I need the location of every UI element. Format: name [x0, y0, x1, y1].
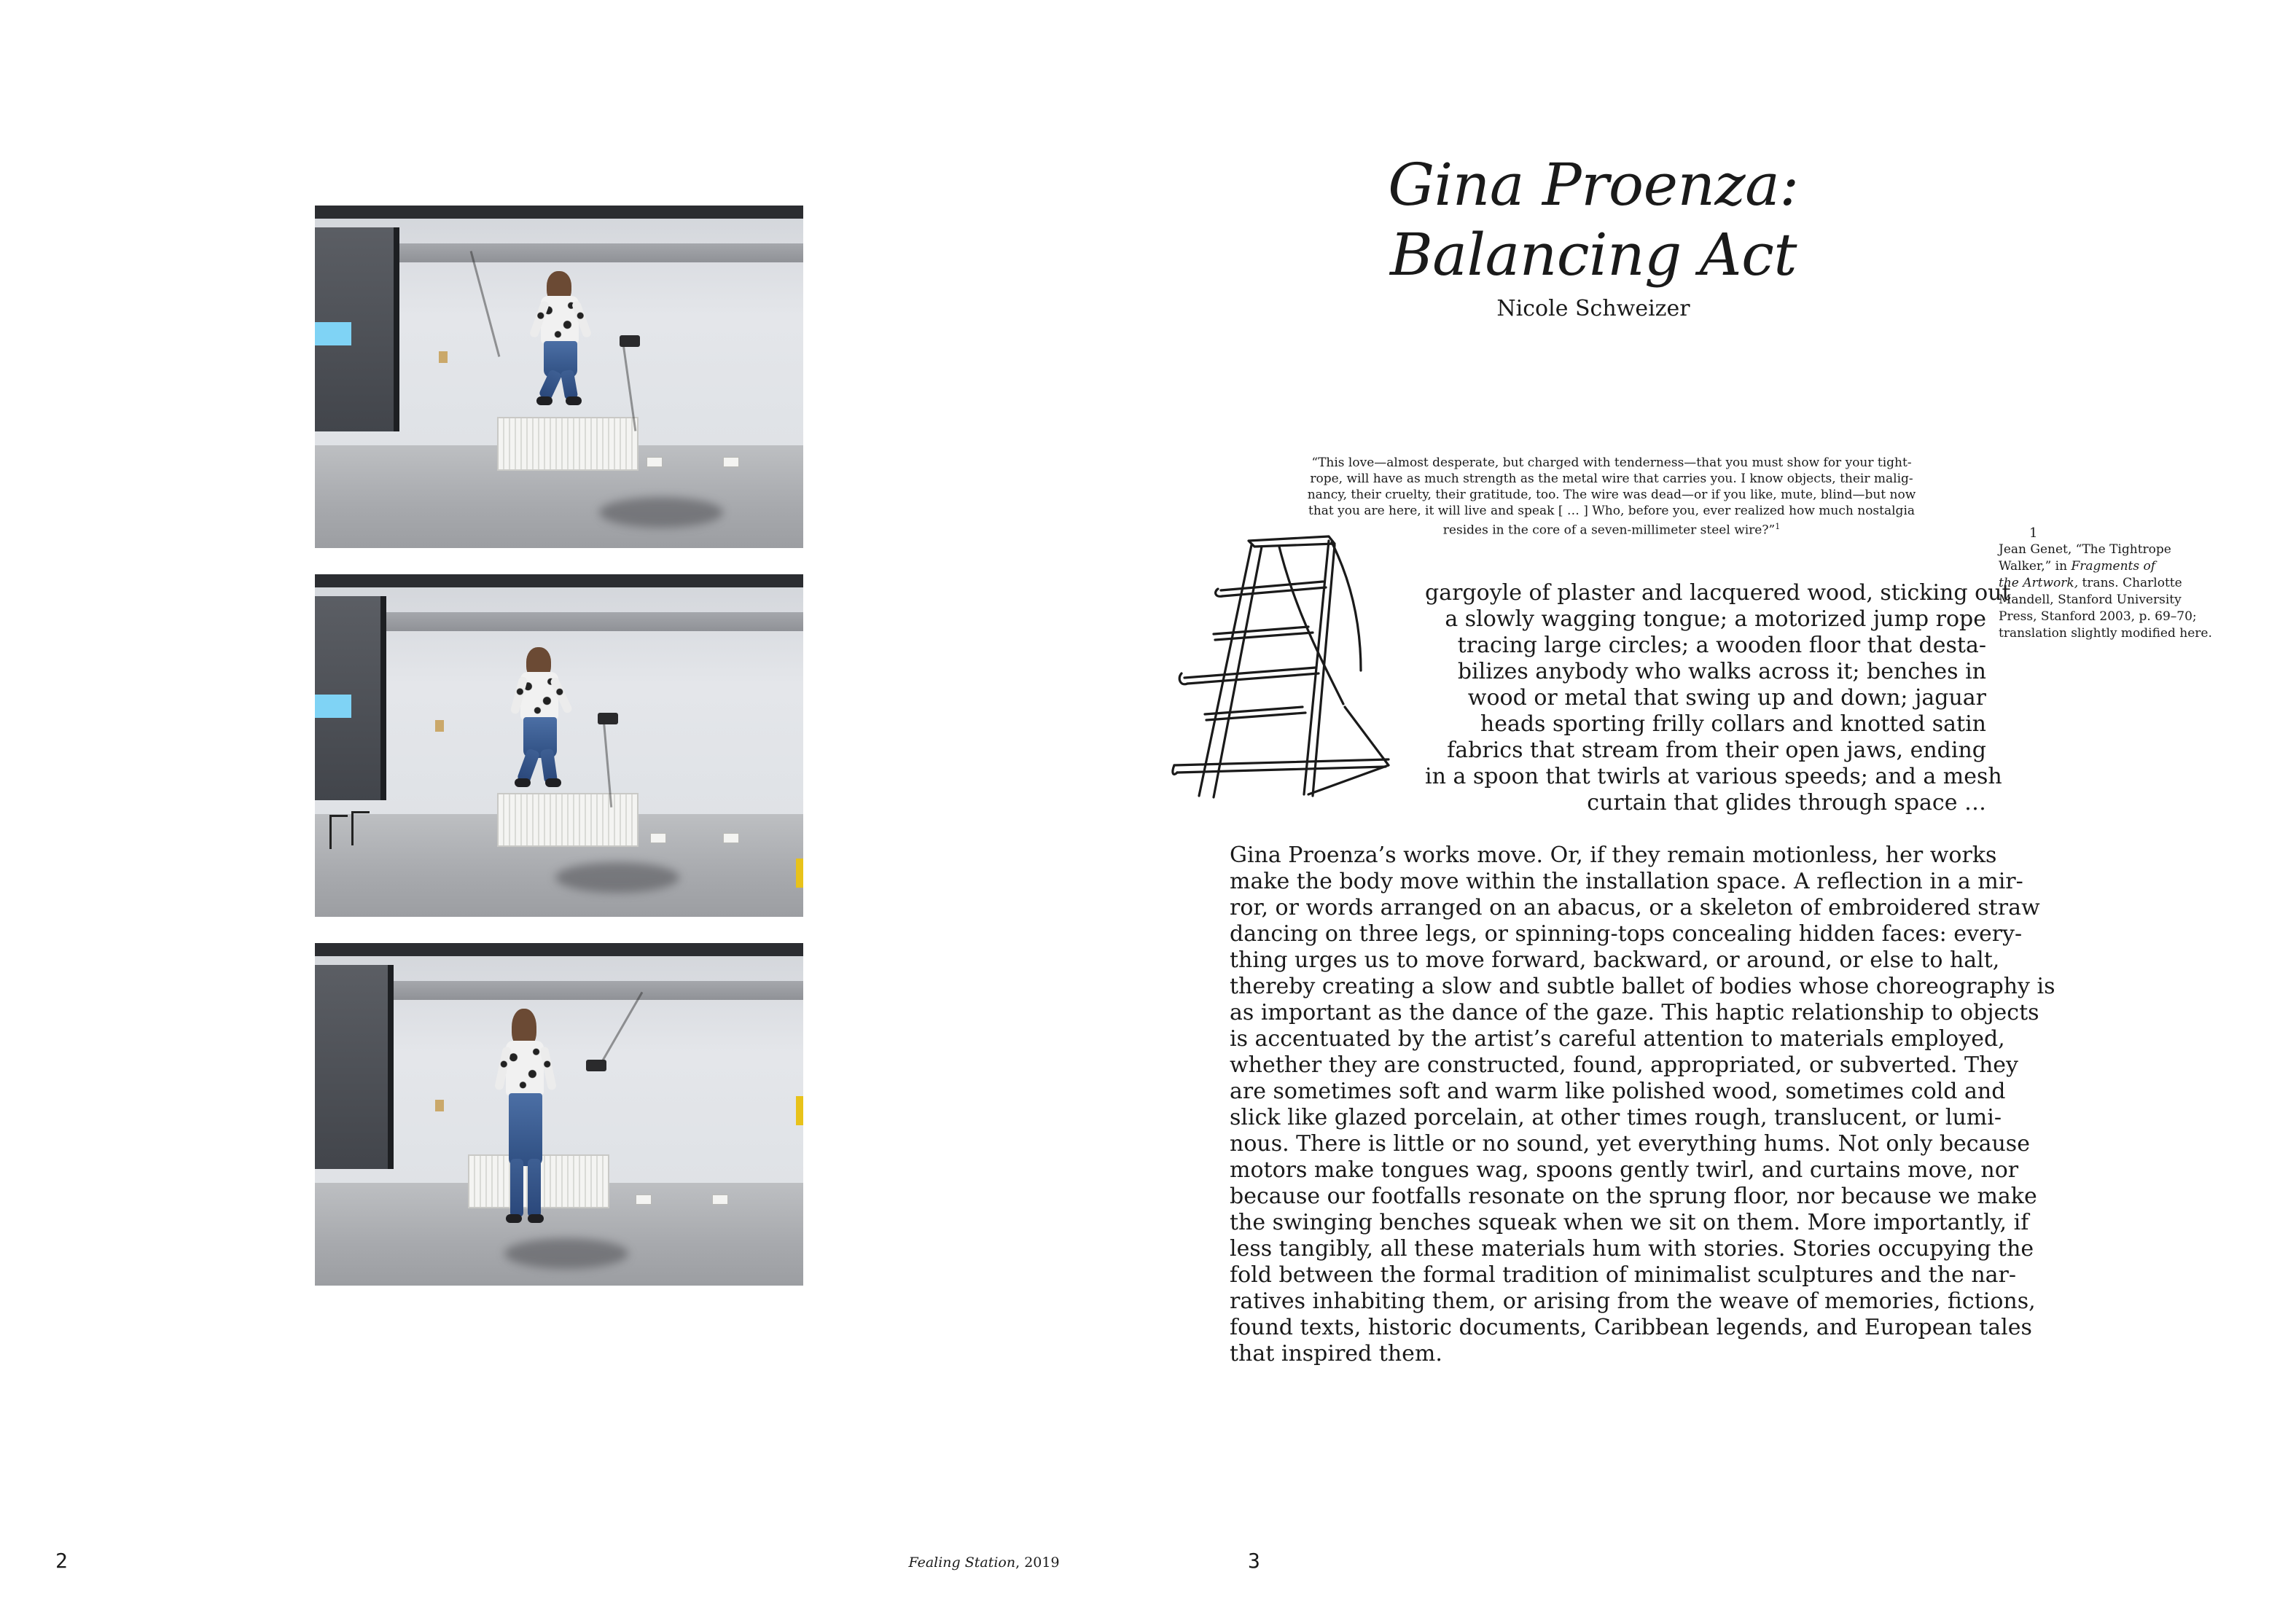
footnote [1999, 525, 2239, 642]
performance-photo-2 [315, 574, 803, 917]
body-paragraph [1230, 842, 2055, 1367]
performance-photo-3 [315, 943, 803, 1286]
footnote-line: Press, Stanford 2003, p. 69–70; [1999, 609, 2197, 624]
footnote-reference[interactable]: 1 [1775, 522, 1781, 531]
intro-line: wood or metal that swing up and down; jaguar [1467, 685, 1986, 711]
intro-line: gargoyle of plaster and lacquered wood, sticking out [1425, 580, 2011, 606]
footnote-line [1999, 558, 2239, 575]
epigraph-line: nancy, their cruelty, their gratitude, too. The wire was dead—or if you like, mute, blind—but now [1307, 488, 1916, 502]
body-line: thereby creating a slow and subtle ballet of bodies whose choreography is [1230, 974, 2055, 999]
body-line: ror, or words arranged on an abacus, or a skeleton of embroidered straw [1230, 895, 2040, 920]
body-line: motors make tongues wag, spoons gently twirl, and curtains move, nor [1230, 1157, 2019, 1183]
body-line: less tangibly, all these materials hum with stories. Stories occupying the [1230, 1236, 2034, 1262]
epigraph-line: rope, will have as much strength as the metal wire that carries you. I know objects, their malig- [1310, 472, 1913, 486]
intro-line: tracing large circles; a wooden floor that desta- [1457, 633, 1986, 658]
body-line: because our footfalls resonate on the sprung floor, nor because we make [1230, 1184, 2037, 1209]
footnote-text: trans. Charlotte [2082, 576, 2182, 590]
title-line-2: Balancing Act [1389, 221, 1797, 289]
footnote-line: Mandell, Stanford University [1999, 593, 2182, 607]
body-line: ratives inhabiting them, or arising from the weave of memories, fictions, [1230, 1289, 2036, 1314]
body-line: dancing on three legs, or spinning-tops concealing hidden faces: every- [1230, 921, 2023, 947]
footnote-book-title: the Artwork, [1999, 576, 2079, 590]
intro-line: heads sporting frilly collars and knotted satin [1480, 711, 1986, 737]
body-line: as important as the dance of the gaze. This haptic relationship to objects [1230, 1000, 2039, 1025]
intro-line: bilizes anybody who walks across it; benches in [1457, 659, 1986, 684]
performance-photo-1 [315, 206, 803, 548]
title-line-1: Gina Proenza: [1388, 151, 1799, 219]
body-line: is accentuated by the artist’s careful attention to materials employed, [1230, 1026, 2005, 1052]
footer-year: , 2019 [1015, 1555, 1060, 1571]
intro-line: a slowly wagging tongue; a motorized jump rope [1445, 606, 1986, 632]
footnote-line [1999, 575, 2239, 592]
body-line: nous. There is little or no sound, yet everything hums. Not only because [1230, 1131, 2030, 1157]
epigraph-line: that you are here, it will live and speak [ … ] Who, before you, ever realized how much nostalgia [1308, 504, 1916, 518]
body-line: Gina Proenza’s works move. Or, if they remain motionless, her works [1230, 842, 1997, 868]
footnote-line: Jean Genet, “The Tightrope [1999, 542, 2171, 557]
left-page-number: 2 [55, 1549, 68, 1573]
footnote-line: translation slightly modified here. [1999, 626, 2212, 641]
body-line: whether they are constructed, found, appropriated, or subverted. They [1230, 1052, 2018, 1078]
footnote-number: 1 [2029, 525, 2038, 541]
footnote-text: Walker,” in [1999, 559, 2068, 574]
intro-paragraph [1425, 580, 2011, 816]
running-footer [875, 1554, 1093, 1571]
body-line: slick like glazed porcelain, at other times rough, translucent, or lumi- [1230, 1105, 2002, 1130]
body-line: that inspired them. [1230, 1341, 1442, 1366]
body-line: are sometimes soft and warm like polished wood, sometimes cold and [1230, 1079, 2006, 1104]
intro-line: fabrics that stream from their open jaws, ending [1447, 738, 1986, 763]
body-line: found texts, historic documents, Caribbean legends, and European tales [1230, 1315, 2032, 1340]
body-line: make the body move within the installation space. A reflection in a mir- [1230, 869, 2023, 894]
epigraph-line: resides in the core of a seven-millimeter steel wire?” [1442, 523, 1776, 538]
body-line: fold between the formal tradition of minimalist sculptures and the nar- [1230, 1262, 2017, 1288]
article-title [1148, 150, 2039, 290]
epigraph-line: “This love—almost desperate, but charged with tenderness—that you must show for your tight- [1311, 455, 1912, 470]
article-author: Nicole Schweizer [1496, 296, 1690, 321]
ladder-sketch-drop-cap-icon [1170, 525, 1432, 816]
footer-work-title: Fealing Station [908, 1555, 1016, 1571]
right-page-number: 3 [1248, 1549, 1260, 1573]
body-line: thing urges us to move forward, backward, or around, or else to halt, [1230, 947, 2000, 973]
footnote-book-title: Fragments of [2071, 559, 2156, 574]
body-line: the swinging benches squeak when we sit on them. More importantly, if [1230, 1210, 2029, 1235]
intro-line: in a spoon that twirls at various speeds; and a mesh [1425, 764, 2002, 789]
intro-line: curtain that glides through space … [1587, 790, 1986, 816]
